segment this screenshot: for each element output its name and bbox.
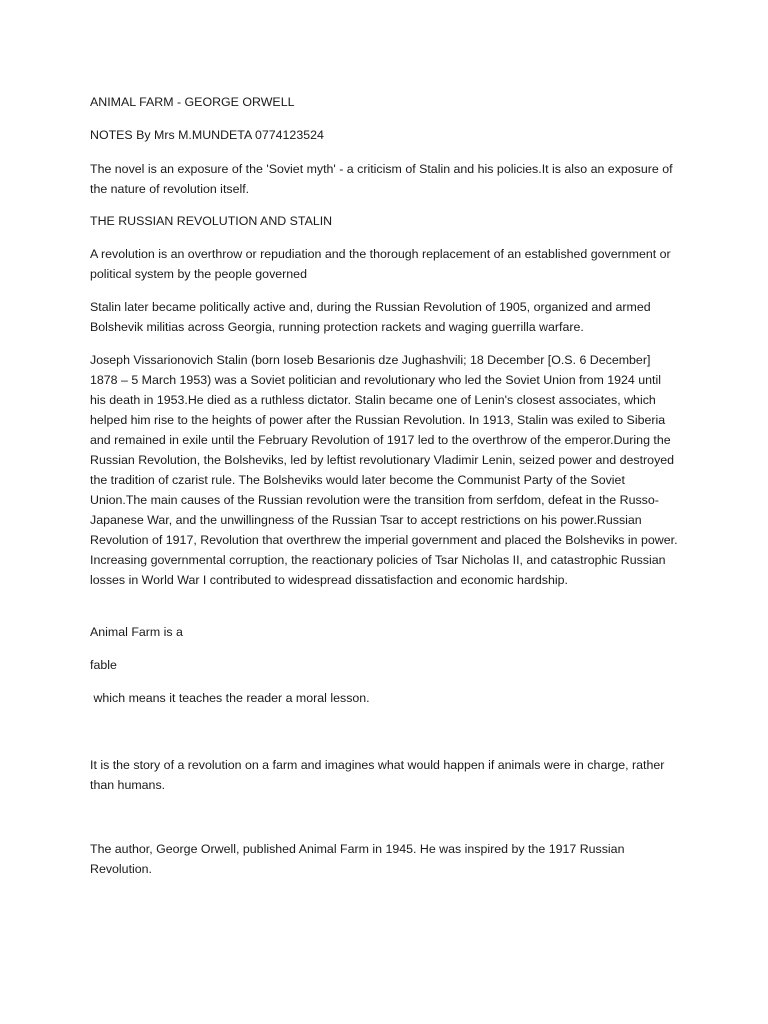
notes-line: NOTES By Mrs M.MUNDETA 0774123524 — [90, 128, 324, 142]
stalin-biography-paragraph: Joseph Vissarionovich Stalin (born Ioseb Besarionis dze Jughashvili; 18 December [O.S. 6 December] 1878 – 5 March 1953) was a Soviet politician and revolutionary who led the Soviet Union from 1924 until his death in 1953.He died as a ruthless dictator. Stalin became one of Lenin's closest associates, which helped him rise to the heights of power after the Russian Revolution. In 1913, Stalin was exiled to Siberia and remained in exile until the February Revolution of 1917 led to the overthrow of the emperor.During the Russian Revolution, the Bolsheviks, led by leftist revolutionary Vladimir Lenin, seized power and destroyed the tradition of czarist rule. The Bolsheviks would later become the Communist Party of the Soviet Union.The main causes of the Russian revolution were the transition from serfdom, defeat in the Russo-Japanese War, and the unwillingness of the Russian Tsar to accept restrictions on his power.Russian Revolution of 1917, Revolution that overthrew the imperial government and placed the Bolsheviks in power. Increasing governmental corruption, the reactionary policies of Tsar Nicholas II, and catastrophic Russian losses in World War I contributed to widespread dissatisfaction and economic hardship. — [90, 353, 678, 587]
story-paragraph: It is the story of a revolution on a farm and imagines what would happen if animals were in charge, rather than humans. — [90, 758, 665, 792]
stalin-1905-paragraph: Stalin later became politically active and, during the Russian Revolution of 1905, organized and armed Bolshevik militias across Georgia, running protection rackets and waging guerrilla warfare. — [90, 300, 651, 334]
intro-paragraph: The novel is an exposure of the 'Soviet myth' - a criticism of Stalin and his policies.It is also an exposure of the nature of revolution itself. — [90, 162, 673, 196]
moral-lesson-line: which means it teaches the reader a moral lesson. — [90, 691, 370, 705]
fable-word: fable — [90, 658, 117, 672]
revolution-definition-paragraph: A revolution is an overthrow or repudiation and the thorough replacement of an established government or political system by the people governed — [90, 247, 671, 281]
section-heading: THE RUSSIAN REVOLUTION AND STALIN — [90, 214, 333, 228]
animal-farm-is-line: Animal Farm is a — [90, 625, 183, 639]
author-paragraph: The author, George Orwell, published Animal Farm in 1945. He was inspired by the 1917 Russian Revolution. — [90, 842, 625, 876]
document-title: ANIMAL FARM - GEORGE ORWELL — [90, 95, 295, 109]
